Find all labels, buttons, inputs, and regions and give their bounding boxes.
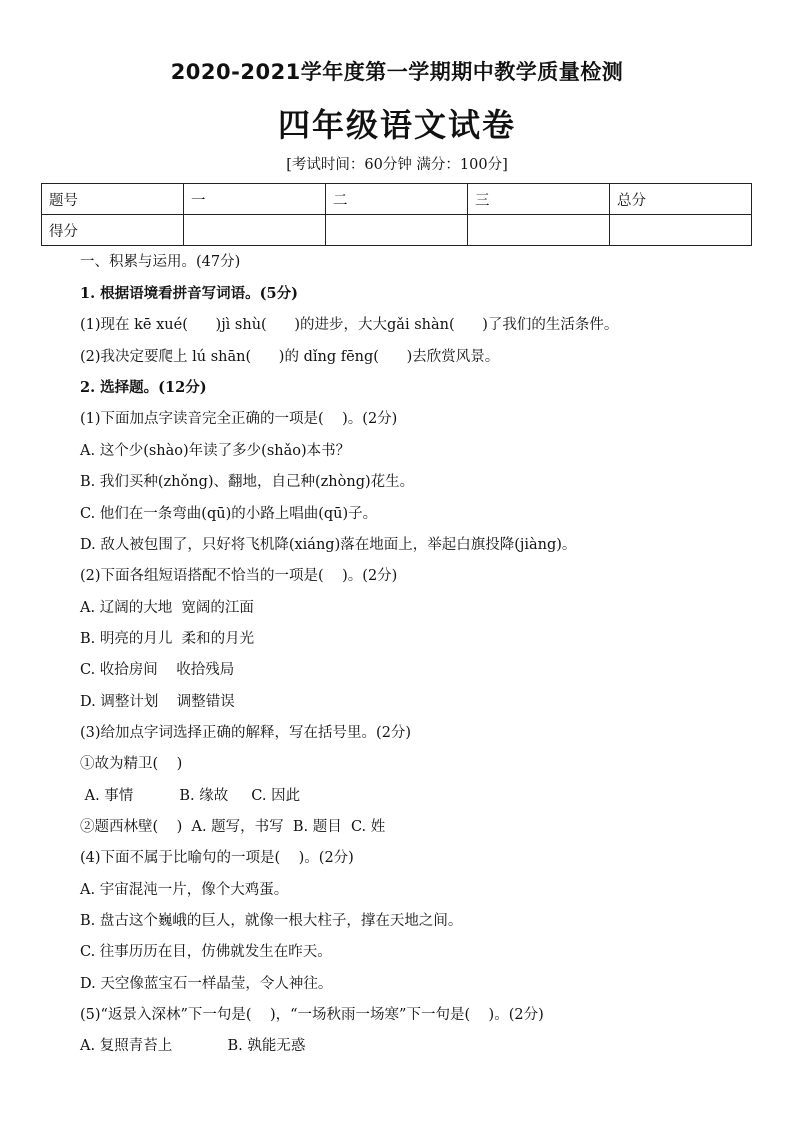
option-line: C. 往事历历在目，仿佛就发生在昨天。	[80, 944, 332, 960]
question-line: (2)我决定要爬上 lú shān( )的 dǐng fēng( )去欣赏风景。	[80, 349, 500, 365]
score-cell-part-1: 一	[184, 184, 326, 215]
option-line: D. 调整计划 调整错误	[80, 694, 235, 710]
option-line: C. 收拾房间 收拾残局	[80, 662, 235, 678]
option-line: C. 他们在一条弯曲(qū)的小路上唱曲(qū)子。	[80, 506, 378, 522]
exam-subtitle: 2020-2021学年度第一学期期中教学质量检测	[170, 60, 624, 84]
question-line: (1)现在 kē xué( )jì shù( )的进步，大大gǎi shàn( )了我们的生活条件。	[80, 317, 619, 333]
question-line: (4)下面不属于比喻句的一项是( )。(2分)	[80, 850, 354, 866]
score-row-label: 得分	[42, 215, 184, 246]
option-line: B. 我们买种(zhǒng)、翻地，自己种(zhòng)花生。	[80, 474, 415, 490]
question-line: (1)下面加点字读音完全正确的一项是( )。(2分)	[80, 411, 398, 427]
score-blank-1[interactable]	[184, 215, 326, 246]
question-line: (5)“返景入深林”下一句是( )，“一场秋雨一场寒”下一句是( )。(2分)	[80, 1007, 544, 1023]
score-cell-part-3: 三	[468, 184, 610, 215]
score-blank-2[interactable]	[326, 215, 468, 246]
option-line: D. 敌人被包围了，只好将飞机降(xiáng)落在地面上，举起白旗投降(jiàng)。	[80, 537, 577, 553]
score-cell-label: 题号	[42, 184, 184, 215]
score-table	[41, 183, 752, 246]
option-line: D. 天空像蓝宝石一样晶莹，令人神往。	[80, 976, 333, 992]
question-line: ①故为精卫( )	[80, 756, 183, 772]
question-heading: 1. 根据语境看拼音写词语。(5分)	[80, 285, 298, 302]
score-table-score-row	[42, 215, 752, 246]
score-blank-3[interactable]	[468, 215, 610, 246]
option-line: B. 明亮的月儿 柔和的月光	[80, 631, 255, 647]
score-cell-total: 总分	[610, 184, 752, 215]
question-line: ②题西林壁( ) A. 题写，书写 B. 题目 C. 姓	[80, 819, 386, 835]
option-line: B. 盘古这个巍峨的巨人，就像一根大柱子，撑在天地之间。	[80, 913, 463, 929]
option-line: A. 宇宙混沌一片，像个大鸡蛋。	[80, 882, 289, 898]
option-line: A. 辽阔的大地 宽阔的江面	[80, 600, 254, 616]
question-line: (3)给加点字词选择正确的解释，写在括号里。(2分)	[80, 725, 412, 741]
question-line: (2)下面各组短语搭配不恰当的一项是( )。(2分)	[80, 568, 398, 584]
option-line: A. 复照青苔上 B. 孰能无惑	[80, 1038, 306, 1054]
score-cell-part-2: 二	[326, 184, 468, 215]
score-table-header-row	[42, 184, 752, 215]
score-blank-total[interactable]	[610, 215, 752, 246]
section-heading: 一、积累与运用。(47分)	[80, 254, 241, 270]
question-heading: 2. 选择题。(12分)	[80, 379, 207, 396]
option-line: A. 事情 B. 缘故 C. 因此	[80, 788, 301, 804]
exam-info: [考试时间：60分钟 满分：100分]	[286, 157, 508, 173]
option-line: A. 这个少(shào)年读了多少(shǎo)本书？	[80, 443, 351, 459]
exam-title: 四年级语文试卷	[277, 106, 516, 144]
